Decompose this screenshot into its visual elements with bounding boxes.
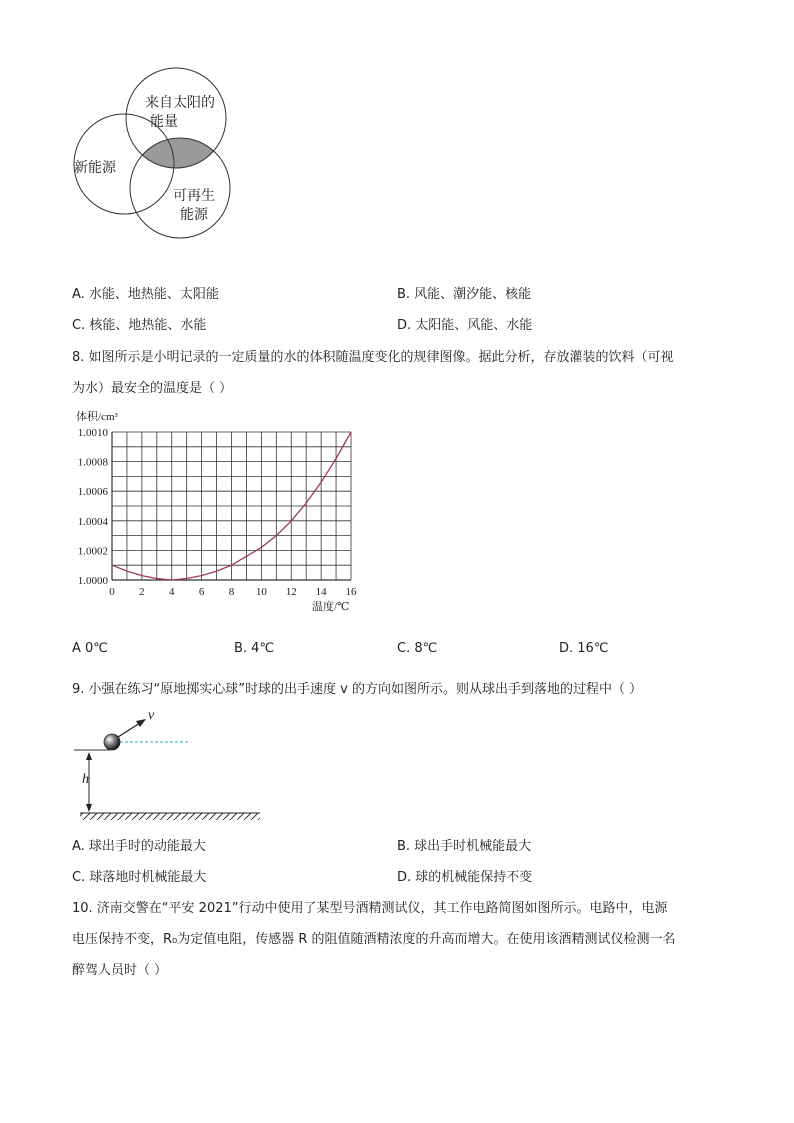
- x-tick-label: 14: [315, 586, 327, 598]
- velocity-arrowhead: [136, 719, 146, 727]
- venn-svg: [0, 0, 794, 250]
- q8-option-d[interactable]: D. 16℃: [559, 641, 609, 656]
- venn-label-top-1: 来自太阳的: [145, 95, 215, 111]
- ball-throw-diagram: [0, 700, 300, 830]
- x-tick-label: 6: [198, 586, 205, 598]
- y-tick-label: 1.0008: [77, 456, 108, 469]
- q9-option-c[interactable]: C. 球落地时机械能最大: [72, 870, 207, 885]
- ball: [104, 734, 120, 750]
- q9-option-a[interactable]: A. 球出手时的动能最大: [72, 839, 206, 854]
- q10-text-line3: 醉驾人员时（ ）: [72, 963, 168, 978]
- q10-text-line1: 10. 济南交警在“平安 2021”行动中使用了某型号酒精测试仪，其工作电路简图如图所示。电路中，电源: [72, 901, 668, 916]
- y-tick-label: 1.0010: [77, 427, 108, 439]
- height-label: h: [82, 772, 89, 787]
- height-arrowhead-bottom: [86, 804, 92, 812]
- volume-temperature-chart: [0, 400, 400, 630]
- ground-hatch: [80, 813, 260, 820]
- y-tick-label: 1.0006: [77, 486, 108, 499]
- x-tick-label: 16: [345, 586, 357, 598]
- y-tick-label: 1.0000: [77, 575, 108, 587]
- x-tick-label: 0: [109, 586, 115, 598]
- venn-label-right-2: 能源: [180, 207, 208, 223]
- q8-option-b[interactable]: B. 4℃: [234, 641, 275, 656]
- chart-svg: [0, 400, 400, 630]
- q7-option-a[interactable]: A. 水能、地热能、太阳能: [72, 287, 219, 302]
- x-axis-label: 温度/℃: [312, 601, 350, 613]
- venn-label-left: 新能源: [74, 160, 116, 176]
- q7-option-b[interactable]: B. 风能、潮汐能、核能: [397, 287, 532, 302]
- q8-option-c[interactable]: C. 8℃: [397, 641, 438, 656]
- q8-option-a[interactable]: A 0℃: [72, 641, 108, 656]
- x-tick-label: 12: [285, 586, 297, 598]
- height-arrowhead-top: [86, 752, 92, 760]
- x-tick-label: 2: [139, 586, 145, 598]
- venn-label-top-2: 能量: [150, 114, 178, 130]
- q7-option-d[interactable]: D. 太阳能、风能、水能: [397, 318, 533, 333]
- q9-option-d[interactable]: D. 球的机械能保持不变: [397, 870, 533, 885]
- y-tick-label: 1.0004: [77, 515, 108, 528]
- q7-option-c[interactable]: C. 核能、地热能、水能: [72, 318, 207, 333]
- venn-label-right-1: 可再生: [173, 188, 215, 204]
- y-axis-label: 体积/cm³: [76, 411, 118, 423]
- venn-diagram: [0, 0, 794, 250]
- x-tick-label: 4: [169, 586, 175, 598]
- q10-text-line2: 电压保持不变，R₀为定值电阻，传感器 R 的阻值随酒精浓度的升高而增大。在使用该酒精测试仪检测一名: [72, 932, 676, 947]
- x-tick-label: 10: [255, 586, 267, 598]
- q8-text-line1: 8. 如图所示是小明记录的一定质量的水的体积随温度变化的规律图像。据此分析，存放灌装的饮料（可视: [72, 350, 674, 365]
- velocity-label: v: [148, 708, 155, 723]
- y-tick-label: 1.0002: [77, 545, 108, 558]
- q8-text-line2: 为水）最安全的温度是（ ）: [72, 381, 233, 396]
- velocity-arrow: [118, 723, 140, 737]
- q9-text-line1: 9. 小强在练习“原地掷实心球”时球的出手速度 v 的方向如图所示。则从球出手到落地的过程中（ ）: [72, 682, 643, 697]
- q9-option-b[interactable]: B. 球出手时机械能最大: [397, 839, 532, 854]
- x-tick-label: 8: [228, 586, 235, 598]
